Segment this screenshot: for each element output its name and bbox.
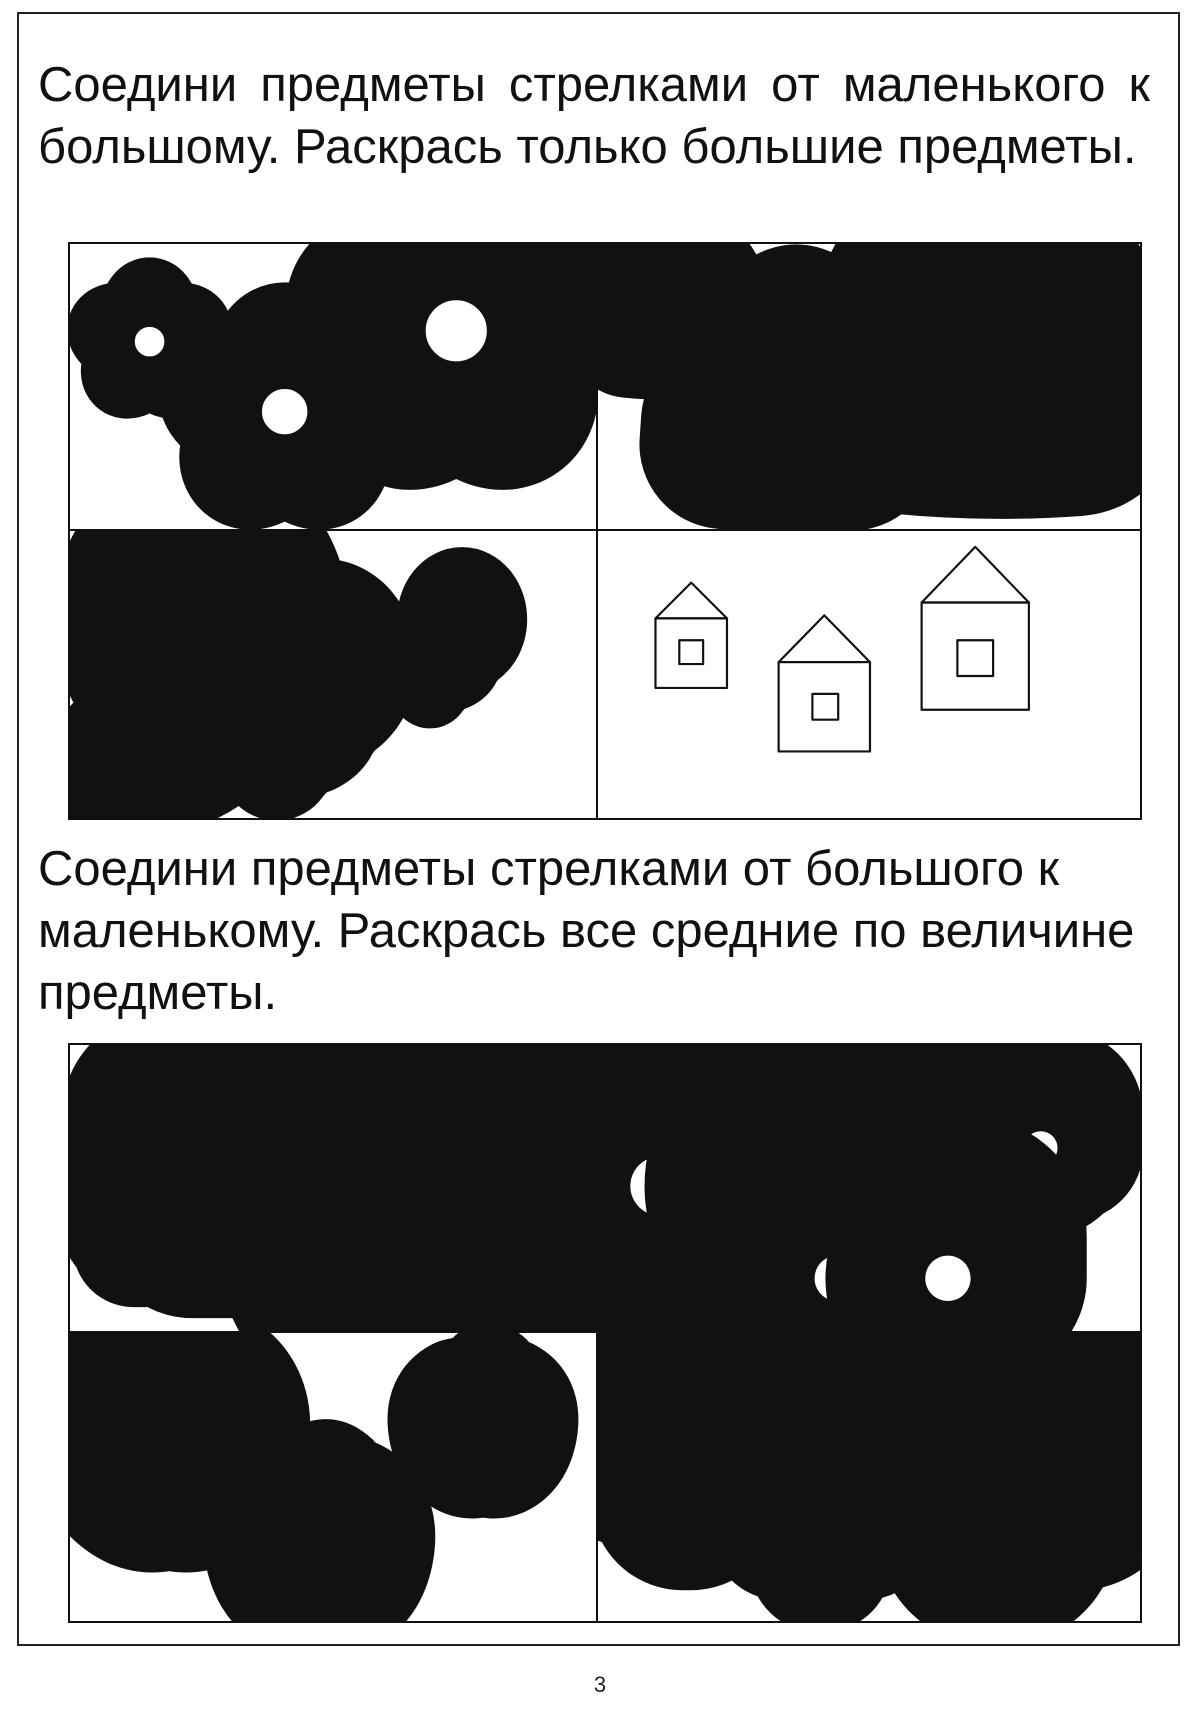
task-2-instruction: Соедини предметы стрелками от большого к маленькому. Раскрась все средние по величине предметы. (38, 842, 1135, 1020)
cell-balloons (70, 531, 598, 818)
task-1-grid (68, 242, 1142, 820)
task-2-grid (68, 1043, 1142, 1623)
cell-flowers (70, 244, 598, 531)
car-icon (596, 1045, 1140, 1331)
apple-icon (70, 1333, 596, 1621)
cell-houses (596, 531, 1140, 818)
flower-icon (70, 244, 596, 529)
page-number: 3 (593, 1672, 607, 1697)
cell-cars (596, 1045, 1140, 1333)
cell-cups (70, 1045, 598, 1333)
cell-leaves (596, 1333, 1140, 1621)
task-1-instruction: Соедини предметы стрелками от маленького к большому. Раскрась только большие предметы. (38, 58, 1150, 174)
hat-icon (596, 244, 1140, 529)
maple-leaf-icon (596, 1333, 1140, 1621)
cell-hats (596, 244, 1140, 531)
cell-apples (70, 1333, 598, 1621)
cup-icon (70, 1045, 596, 1331)
balloon-icon (70, 531, 596, 818)
house-icon (596, 531, 1140, 818)
